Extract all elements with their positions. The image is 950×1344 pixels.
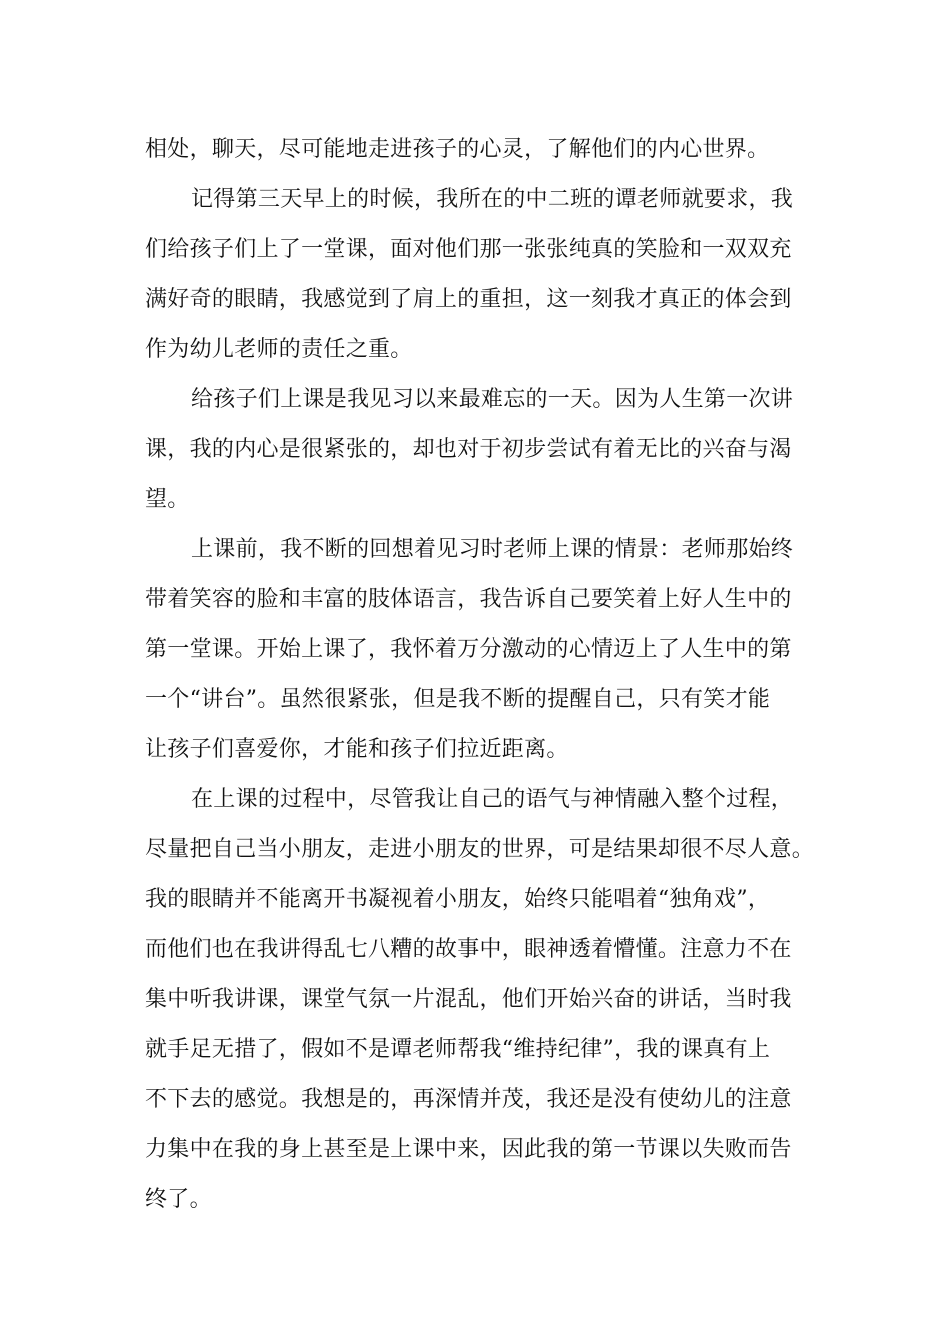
text-line: 就手足无措了，假如不是谭老师帮我“维持纪律”，我的课真有上	[145, 1037, 771, 1062]
paragraph-start-line: 记得第三天早上的时候，我所在的中二班的谭老师就要求，我	[191, 187, 794, 212]
text-line: 一个“讲台”。虽然很紧张，但是我不断的提醒自己，只有笑才能	[145, 687, 771, 712]
text-line: 们给孩子们上了一堂课，面对他们那一张张纯真的笑脸和一双双充	[145, 237, 792, 262]
text-line: 望。	[145, 487, 190, 512]
text-line: 课，我的内心是很紧张的，却也对于初步尝试有着无比的兴奋与渴	[145, 437, 792, 462]
text-line: 让孩子们喜爱你，才能和孩子们拉近距离。	[145, 737, 569, 762]
text-line: 终了。	[145, 1187, 212, 1212]
text-line: 而他们也在我讲得乱七八糟的故事中，眼神透着懵懂。注意力不在	[145, 937, 792, 962]
text-line: 第一堂课。开始上课了，我怀着万分激动的心情迈上了人生中的第	[145, 637, 792, 662]
text-line: 带着笑容的脸和丰富的肢体语言，我告诉自己要笑着上好人生中的	[145, 587, 792, 612]
text-line: 集中听我讲课，课堂气氛一片混乱，他们开始兴奋的讲话，当时我	[145, 987, 792, 1012]
text-line: 尽量把自己当小朋友，走进小朋友的世界，可是结果却很不尽人意。	[145, 837, 815, 862]
paragraph-start-line: 在上课的过程中，尽管我让自己的语气与神情融入整个过程，	[191, 787, 794, 812]
paragraph-start-line: 给孩子们上课是我见习以来最难忘的一天。因为人生第一次讲	[191, 387, 794, 412]
text-line: 满好奇的眼睛，我感觉到了肩上的重担，这一刻我才真正的体会到	[145, 287, 792, 312]
text-line: 不下去的感觉。我想是的，再深情并茂，我还是没有使幼儿的注意	[145, 1087, 792, 1112]
paragraph-start-line: 上课前，我不断的回想着见习时老师上课的情景：老师那始终	[191, 537, 794, 562]
text-line: 相处，聊天，尽可能地走进孩子的心灵，了解他们的内心世界。	[145, 137, 770, 162]
text-line: 我的眼睛并不能离开书凝视着小朋友，始终只能唱着“独角戏”，	[145, 887, 771, 912]
text-line: 力集中在我的身上甚至是上课中来，因此我的第一节课以失败而告	[145, 1137, 792, 1162]
text-line: 作为幼儿老师的责任之重。	[145, 337, 413, 362]
